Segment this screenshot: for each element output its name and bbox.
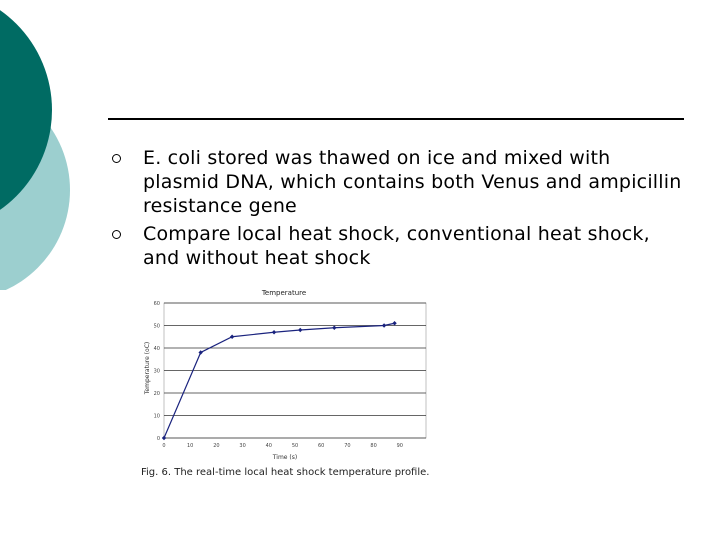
bullet-circle-icon [112,230,121,239]
temperature-chart [138,285,438,485]
y-tick-label: 0 [156,436,160,442]
bullet-item [112,222,682,270]
data-point [332,326,336,330]
data-point [162,436,166,440]
x-tick-label: 80 [370,443,377,449]
x-tick-label: 0 [162,443,166,449]
x-tick-label: 70 [344,443,351,449]
data-point [272,330,276,334]
x-tick-label: 20 [213,443,220,449]
y-tick-label: 40 [153,346,160,352]
bullet-text: Compare local heat shock, conventional heat shock, and without heat shock [143,223,650,269]
y-tick-label: 30 [153,368,160,375]
y-tick-label: 60 [153,301,160,307]
bullet-list [112,146,682,274]
x-tick-label: 60 [318,443,325,449]
x-tick-label: 90 [396,443,403,449]
bullet-circle-icon [112,154,121,163]
y-axis-label: Temperature (oC) [144,341,151,395]
bullet-text: E. coli stored was thawed on ice and mixed with plasmid DNA, which contains both Venus and ampicillin resistance gene [143,147,682,217]
y-tick-label: 10 [153,413,160,420]
bullet-item [112,146,682,218]
data-point [198,350,202,354]
figure-caption: Fig. 6. The real-time local heat shock temperature profile. [141,467,430,478]
data-point [230,335,234,339]
decorative-circles [0,0,80,290]
series-line [164,323,395,438]
chart-title: Temperature [261,289,307,297]
data-point [382,323,386,327]
x-tick-label: 50 [291,443,299,449]
y-tick-label: 50 [153,323,160,330]
x-tick-label: 30 [239,443,246,449]
x-axis-label: Time (s) [272,454,298,461]
temperature-chart-svg [138,285,438,485]
y-tick-label: 20 [153,391,160,397]
data-point [392,321,396,325]
x-tick-label: 10 [187,443,194,449]
title-divider [108,118,684,120]
x-tick-label: 40 [265,443,272,449]
data-point [298,328,302,332]
